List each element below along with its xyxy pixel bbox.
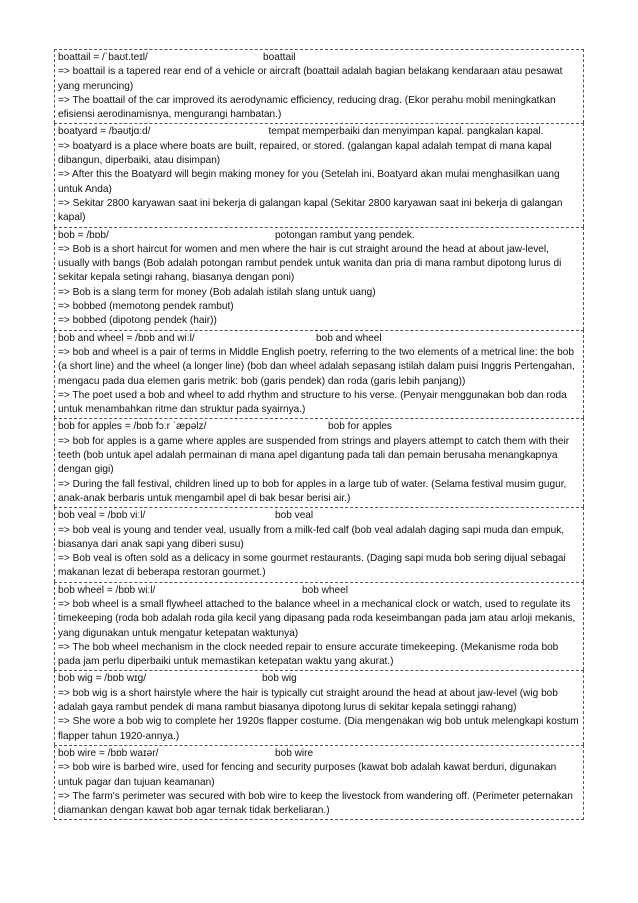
entry-meaning: bob wire — [275, 747, 314, 759]
entry-term: boattail = /ˈbaʊt.teɪl/ — [58, 52, 148, 63]
entry-example: => During the fall festival, children lined up to bob for apples in a large tub of water. (Selama festival musim gugur, anak-anak berbaris untuk mengambil apel di bak besar berisi air.) — [58, 478, 567, 504]
glossary-entry-bob-veal — [54, 507, 584, 581]
entry-example: => She wore a bob wig to complete her 1920s flapper costume. (Dia mengenakan wig bob untuk melengkapi kostum flapper tahun 1920-annya.) — [58, 716, 579, 742]
entry-meaning: potongan rambut yang pendek. — [275, 229, 415, 241]
glossary-entry-bob-wire — [54, 745, 584, 820]
entry-definition: => bob veal is young and tender veal, usually from a milk-fed calf (bob veal adalah daging sapi muda dan empuk, biasanya dari anak sapi yang diberi susu) — [58, 524, 565, 550]
entry-meaning: bob wig — [262, 673, 297, 685]
entry-example: => bobbed (memotong pendek rambut) — [58, 301, 234, 313]
entry-heading — [58, 51, 581, 65]
entry-meaning: boattail — [263, 52, 296, 63]
entry-example: => Sekitar 2800 karyawan saat ini bekerja di galangan kapal (Sekitar 2800 karyawan saat ini bekerja di galangan kapal) — [58, 197, 563, 224]
entry-heading — [58, 125, 581, 139]
entry-term: bob wire = /bɒb waɪər/ — [58, 747, 159, 759]
entry-meaning: bob for apples — [328, 421, 392, 433]
entry-definition: => bob wig is a short hairstyle where the hair is typically cut straight around the head at about jaw-level (wig bob adalah gaya rambut pendek di mana rambut biasanya dipotong lurus di sekitar kepala setinggi rahang) — [58, 687, 558, 714]
entry-term: bob wheel = /bɒb wiːl/ — [58, 584, 156, 596]
entry-term: boatyard = /bəʊtjɑːd/ — [58, 126, 151, 138]
entry-example: => The bob wheel mechanism in the clock needed repair to ensure accurate timekeeping. (Mekanisme roda bob pada jam perlu diperbaiki untuk memastikan ketepatan waktu yang akurat.) — [58, 641, 559, 668]
entry-example: => The poet used a bob and wheel to add rhythm and structure to his verse. (Penyair menggunakan bob dan roda untuk menambahkan ritme dan struktur pada syairnya.) — [58, 389, 567, 416]
glossary-entry-bob-and-wheel — [54, 330, 584, 419]
entry-heading — [58, 332, 581, 346]
glossary-entry-bob-wheel — [54, 582, 584, 671]
entry-example: => After this the Boatyard will begin making money for you (Setelah ini, Boatyard akan mulai menghasilkan uang untuk Anda) — [58, 169, 560, 195]
glossary-entry-bob — [54, 227, 584, 330]
glossary-entry-boatyard — [54, 123, 584, 226]
entry-term: bob and wheel = /bɒb and wiːl/ — [58, 332, 195, 344]
entry-definition: => bob wire is barbed wire, used for fencing and security purposes (kawat bob adalah kawat berduri, digunakan untuk pagar dan tujuan keamanan) — [58, 762, 557, 788]
entry-heading — [58, 420, 581, 434]
entry-example: => The farm's perimeter was secured with bob wire to keep the livestock from wandering off. (Perimeter peternakan diamankan dengan kawat bob agar ternak tidak berkeliaran.) — [58, 790, 573, 817]
glossary-page — [54, 49, 584, 820]
entry-heading — [58, 229, 581, 243]
entry-heading — [58, 509, 581, 523]
entry-meaning: bob wheel — [302, 584, 349, 596]
entry-example: => bobbed (dipotong pendek (hair)) — [58, 315, 217, 327]
glossary-entry-bob-for-apples — [54, 418, 584, 507]
entry-definition: => Bob is a short haircut for women and men where the hair is cut straight around the head at about jaw-level, usually with bangs (Bob adalah potongan rambut pendek untuk wanita dan pria di mana rambut dipotong lurus di sekitar kepala setingi rahang, biasanya dengan poni) — [58, 243, 562, 284]
entry-definition: => bob and wheel is a pair of terms in Middle English poetry, referring to the two elements of a metrical line: the bob (a short line) and the wheel (a longer line) (bob dan wheel adalah sepasang istilah dalam puisi Inggris Pertengahan, mengacu pada dua elemen garis metrik: bob (garis pendek) dan roda (garis lebih panjang)) — [58, 346, 575, 387]
entry-meaning: bob and wheel — [316, 332, 382, 344]
entry-meaning: bob veal — [275, 510, 314, 522]
entry-example: => The boattail of the car improved its aerodynamic efficiency, reducing drag. (Ekor perahu mobil meningkatkan efisiensi aerodinamisnya, mengurangi hambatan.) — [58, 94, 556, 121]
entry-term: bob = /bɒb/ — [58, 229, 109, 241]
entry-definition: => bob for apples is a game where apples are suspended from strings and players attempt to catch them with their teeth (bob untuk apel adalah permainan di mana apel digantung pada tali dan pemain berusaha menangkapnya dengan gigi) — [58, 435, 570, 476]
entry-term: bob veal = /bɒb viːl/ — [58, 510, 146, 522]
entry-definition: => boatyard is a place where boats are built, repaired, or stored. (galangan kapal adalah tempat di mana kapal dibangun, diperbaiki, atau disimpan) — [58, 140, 552, 167]
entry-heading — [58, 584, 581, 598]
entry-definition: => bob wheel is a small flywheel attached to the balance wheel in a mechanical clock or watch, used to regulate its timekeeping (roda bob adalah roda gila kecil yang dipasang pada roda keseimbangan pada jam atau arloji mekanis, yang digunakan untuk mengatur ketepatan waktunya) — [58, 598, 576, 639]
entry-term: bob wig = /bɒb wɪɡ/ — [58, 673, 147, 685]
glossary-entry-bob-wig — [54, 670, 584, 744]
entry-example: => Bob is a slang term for money (Bob adalah istilah slang untuk uang) — [58, 286, 376, 298]
entry-example: => Bob veal is often sold as a delicacy in some gourmet restaurants. (Daging sapi muda bob sering dijual sebagai makanan lezat di beberapa restoran gourmet.) — [58, 553, 566, 579]
entry-term: bob for apples = /bɒb fɔːr ˈæpəlz/ — [58, 421, 207, 433]
entry-heading — [58, 672, 581, 686]
entry-heading — [58, 747, 581, 761]
glossary-entry-boattail — [54, 49, 584, 123]
entry-meaning: tempat memperbaiki dan menyimpan kapal. pangkalan kapal. — [268, 126, 544, 138]
entry-definition: => boattail is a tapered rear end of a vehicle or aircraft (boattail adalah bagian belakang kendaraan atau pesawat yang meruncing) — [58, 66, 563, 92]
